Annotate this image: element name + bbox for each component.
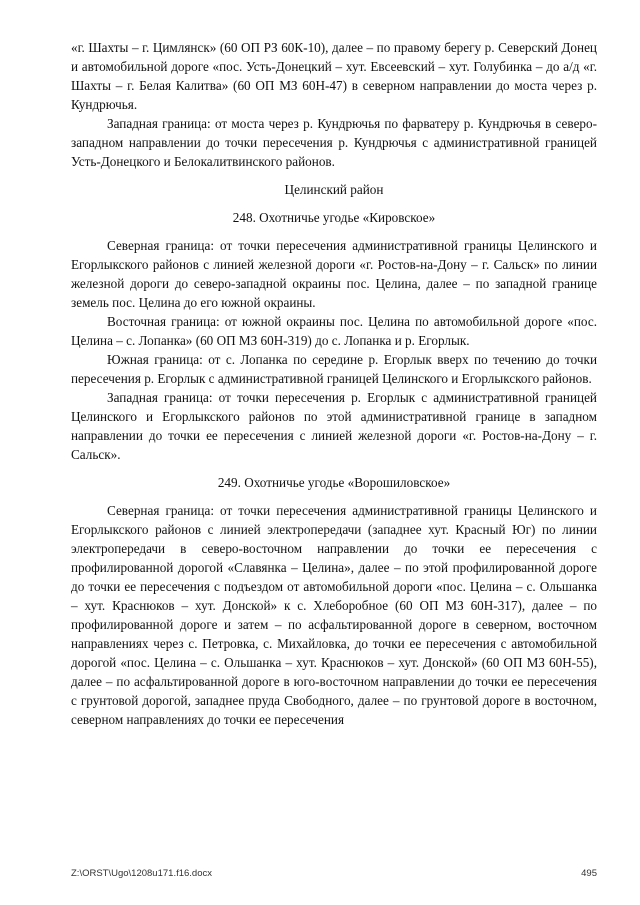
- footer-file-path: Z:\ORST\Ugo\1208u171.f16.docx: [71, 868, 212, 879]
- paragraph-western-border-kundryuchya: Западная граница: от моста через р. Кундрючья по фарватеру р. Кундрючья в северо-западном направлении до точки пересечения р. Кундрючья с административной границей Усть-Донецкого и Белокалитвинского районов.: [71, 116, 597, 169]
- district-heading: Целинский район: [284, 182, 384, 197]
- paragraph-248-south: Южная граница: от с. Лопанка по середине р. Егорлык вверх по течению до точки пересечения р. Егорлык с административной границей Целинского и Егорлыкского районов.: [71, 352, 597, 386]
- paragraph-248-east: Восточная граница: от южной окраины пос. Целина по автомобильной дороге «пос. Целина – с. Лопанка» (60 ОП МЗ 60Н-319) до с. Лопанка и р. Егорлык.: [71, 314, 597, 348]
- paragraph-249-north: Северная граница: от точки пересечения административной границы Целинского и Егорлыкского районов с линией электропередачи (западнее хут. Красный Юг) по линии электропередачи в северо-восточном направлении до точки ее пересечения с профилированной дорогой «Славянка – Целина», далее – по этой профилированной дороге до точки ее пересечения с подъездом от автомобильной дороги «пос. Целина – с. Ольшанка – хут. Краснюков – хут. Донской» к с. Хлеборобное (60 ОП МЗ 60Н-317), далее – по профилированной дороге и затем – по асфальтированной дороге в северном, восточном направлениях через с. Петровка, с. Михайловка, до точки ее пересечения с автомобильной дорогой «пос. Целина – с. Ольшанка – хут. Краснюков – хут. Донской» (60 ОП МЗ 60Н-55), далее – по асфальтированной дороге в юго-восточном направлении до точки ее пересечения с грунтовой дорогой, западнее пруда Свободного, далее – по грунтовой дороге в восточном, северном направлениях до точки ее пересечения: [71, 503, 597, 727]
- document-body: [71, 38, 597, 729]
- footer-page-number: 495: [581, 868, 597, 879]
- page-footer: [71, 868, 597, 879]
- section-heading-249: 249. Охотничье угодье «Ворошиловское»: [217, 475, 451, 490]
- paragraph-248-west: Западная граница: от точки пересечения р. Егорлык с административной границей Целинского и Егорлыкского районов по этой административной границе в западном направлении до точки ее пересечения с линией железной дороги «г. Ростов-на-Дону – г. Сальск».: [71, 390, 597, 462]
- paragraph-248-north: Северная граница: от точки пересечения административной границы Целинского и Егорлыкского районов с линией железной дороги «г. Ростов-на-Дону – г. Сальск» по линии железной дороги до северо-западной окраины пос. Целина, далее – по западной границе земель пос. Целина до его южной окраины.: [71, 238, 597, 310]
- paragraph-continuation: «г. Шахты – г. Цимлянск» (60 ОП РЗ 60К-10), далее – по правому берегу р. Северский Донец и автомобильной дороге «пос. Усть-Донецкий – хут. Евсеевский – хут. Голубинка – до а/д «г. Шахты – г. Белая Калитва» (60 ОП МЗ 60Н-47) в северном направлении до моста через р. Кундрючья.: [71, 40, 597, 112]
- section-heading-248: 248. Охотничье угодье «Кировское»: [232, 210, 436, 225]
